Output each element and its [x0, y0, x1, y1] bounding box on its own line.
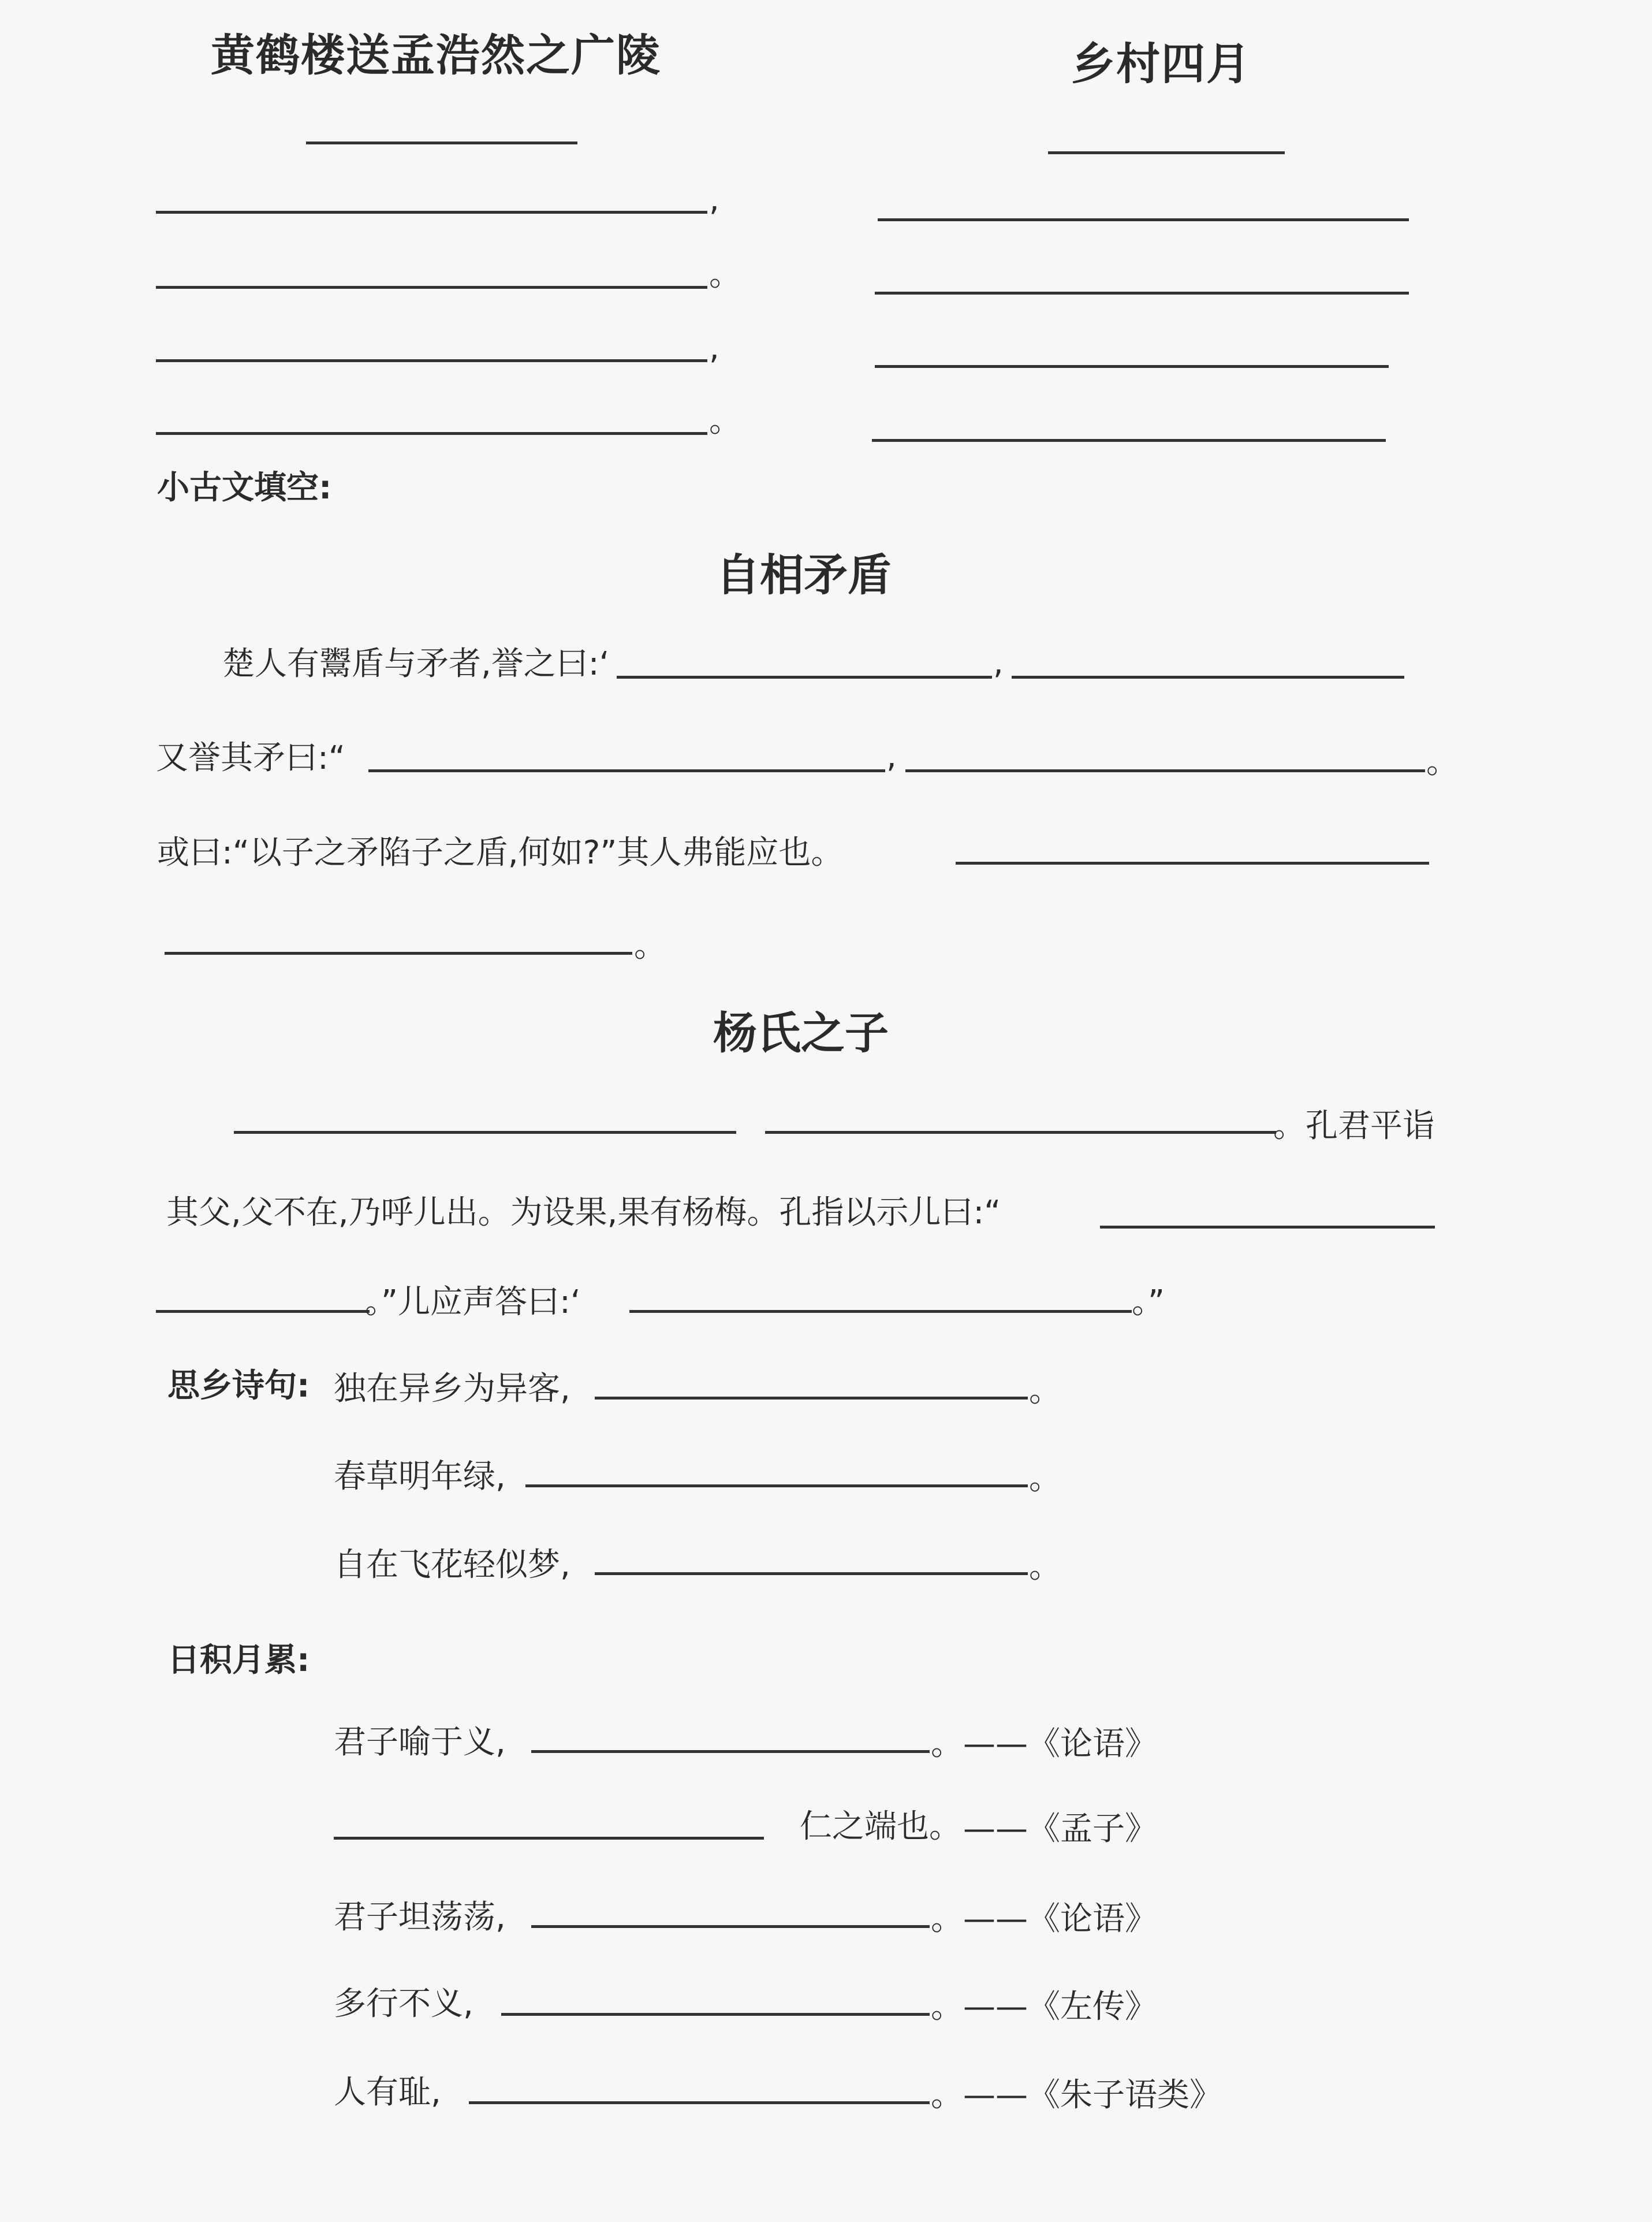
homesick-end-1: 。	[1029, 1372, 1061, 1409]
poem1-line2-blank[interactable]	[156, 286, 707, 289]
homesick-line-3: 自在飞花轻似梦,	[334, 1546, 570, 1584]
story1-line2-period: 。	[1426, 743, 1459, 781]
story1-line4-period: 。	[634, 927, 666, 965]
story1-line1-text: 楚人有鬻盾与矛者,誉之曰:‘	[222, 645, 610, 683]
poem1-line4-blank[interactable]	[156, 432, 707, 435]
story1-line2-comma: ,	[886, 738, 897, 775]
daily-item-1-pre: 君子喻于义,	[334, 1724, 506, 1761]
poem2-title: 乡村四月	[1071, 38, 1251, 90]
poem2-author-blank[interactable]	[1048, 151, 1285, 154]
story2-line2-text: 其父,父不在,乃呼儿出。为设果,果有杨梅。孔指以示儿曰:“	[166, 1194, 1001, 1231]
poem2-line2-blank[interactable]	[875, 292, 1409, 295]
daily-item-3-source: 。——《论语》	[931, 1900, 1157, 1938]
story2-title: 杨氏之子	[713, 1007, 889, 1059]
homesick-blank-1[interactable]	[595, 1397, 1028, 1400]
story1-blank-6[interactable]	[165, 952, 632, 955]
story2-line1-tail: 。孔君平诣	[1273, 1107, 1435, 1145]
daily-item-3-blank[interactable]	[531, 1925, 930, 1928]
homesick-blank-3[interactable]	[595, 1572, 1028, 1575]
poem1-punct-1: ,	[709, 181, 719, 218]
homesick-line-1: 独在异乡为异客,	[334, 1370, 570, 1408]
poem1-line1-blank[interactable]	[156, 211, 707, 214]
story1-title: 自相矛盾	[716, 549, 892, 601]
story2-blank-4[interactable]	[156, 1310, 370, 1313]
daily-item-4-source: 。——《左传》	[931, 1988, 1157, 2026]
poem2-line4-blank[interactable]	[872, 439, 1386, 442]
homesick-end-2: 。	[1029, 1460, 1061, 1497]
homesick-line-2: 春草明年绿,	[334, 1458, 506, 1495]
daily-label: 日积月累:	[167, 1642, 310, 1679]
story2-line3-text: 。”儿应声答曰:‘	[365, 1283, 581, 1321]
daily-item-5-source: 。——《朱子语类》	[931, 2076, 1222, 2114]
story1-blank-5[interactable]	[956, 862, 1429, 865]
daily-item-4-blank[interactable]	[501, 2013, 930, 2016]
story1-line3-text: 或曰:“以子之矛陷子之盾,何如?”其人弗能应也。	[157, 834, 844, 872]
poem1-line3-blank[interactable]	[156, 359, 707, 362]
story1-blank-3[interactable]	[368, 769, 885, 772]
daily-item-1-blank[interactable]	[531, 1750, 930, 1753]
daily-item-5-blank[interactable]	[469, 2101, 930, 2104]
story2-blank-2[interactable]	[765, 1131, 1276, 1134]
poem1-author-blank[interactable]	[306, 142, 577, 144]
story1-line1-comma: ,	[993, 644, 1004, 682]
story1-blank-1[interactable]	[617, 676, 992, 679]
poem1-title: 黄鹤楼送孟浩然之广陵	[211, 29, 661, 81]
story2-blank-3[interactable]	[1100, 1226, 1435, 1229]
story2-blank-5[interactable]	[629, 1310, 1132, 1313]
homesick-label: 思乡诗句:	[167, 1367, 310, 1405]
daily-item-2-blank[interactable]	[334, 1837, 764, 1840]
homesick-blank-2[interactable]	[525, 1484, 1028, 1487]
poem2-line3-blank[interactable]	[875, 365, 1389, 368]
story2-line3-end: 。”	[1132, 1283, 1165, 1321]
poem1-punct-4: 。	[709, 402, 741, 440]
daily-item-1-source: 。——《论语》	[931, 1725, 1157, 1763]
daily-item-4-pre: 多行不义,	[334, 1985, 473, 2023]
story1-blank-4[interactable]	[905, 769, 1425, 772]
story1-blank-2[interactable]	[1012, 676, 1404, 679]
daily-item-3-pre: 君子坦荡荡,	[334, 1899, 506, 1936]
story1-line2-text: 又誉其矛曰:“	[156, 739, 345, 777]
poem1-punct-2: 。	[709, 256, 741, 293]
poem2-line1-blank[interactable]	[878, 218, 1409, 221]
daily-item-5-pre: 人有耻,	[334, 2074, 441, 2111]
story2-blank-1[interactable]	[234, 1131, 736, 1134]
poem1-punct-3: ,	[709, 329, 719, 367]
daily-item-2-post: 仁之端也。	[800, 1808, 961, 1845]
daily-item-2-source: ——《孟子》	[963, 1810, 1157, 1848]
classical-label: 小古文填空:	[157, 469, 332, 507]
homesick-end-3: 。	[1029, 1548, 1061, 1585]
